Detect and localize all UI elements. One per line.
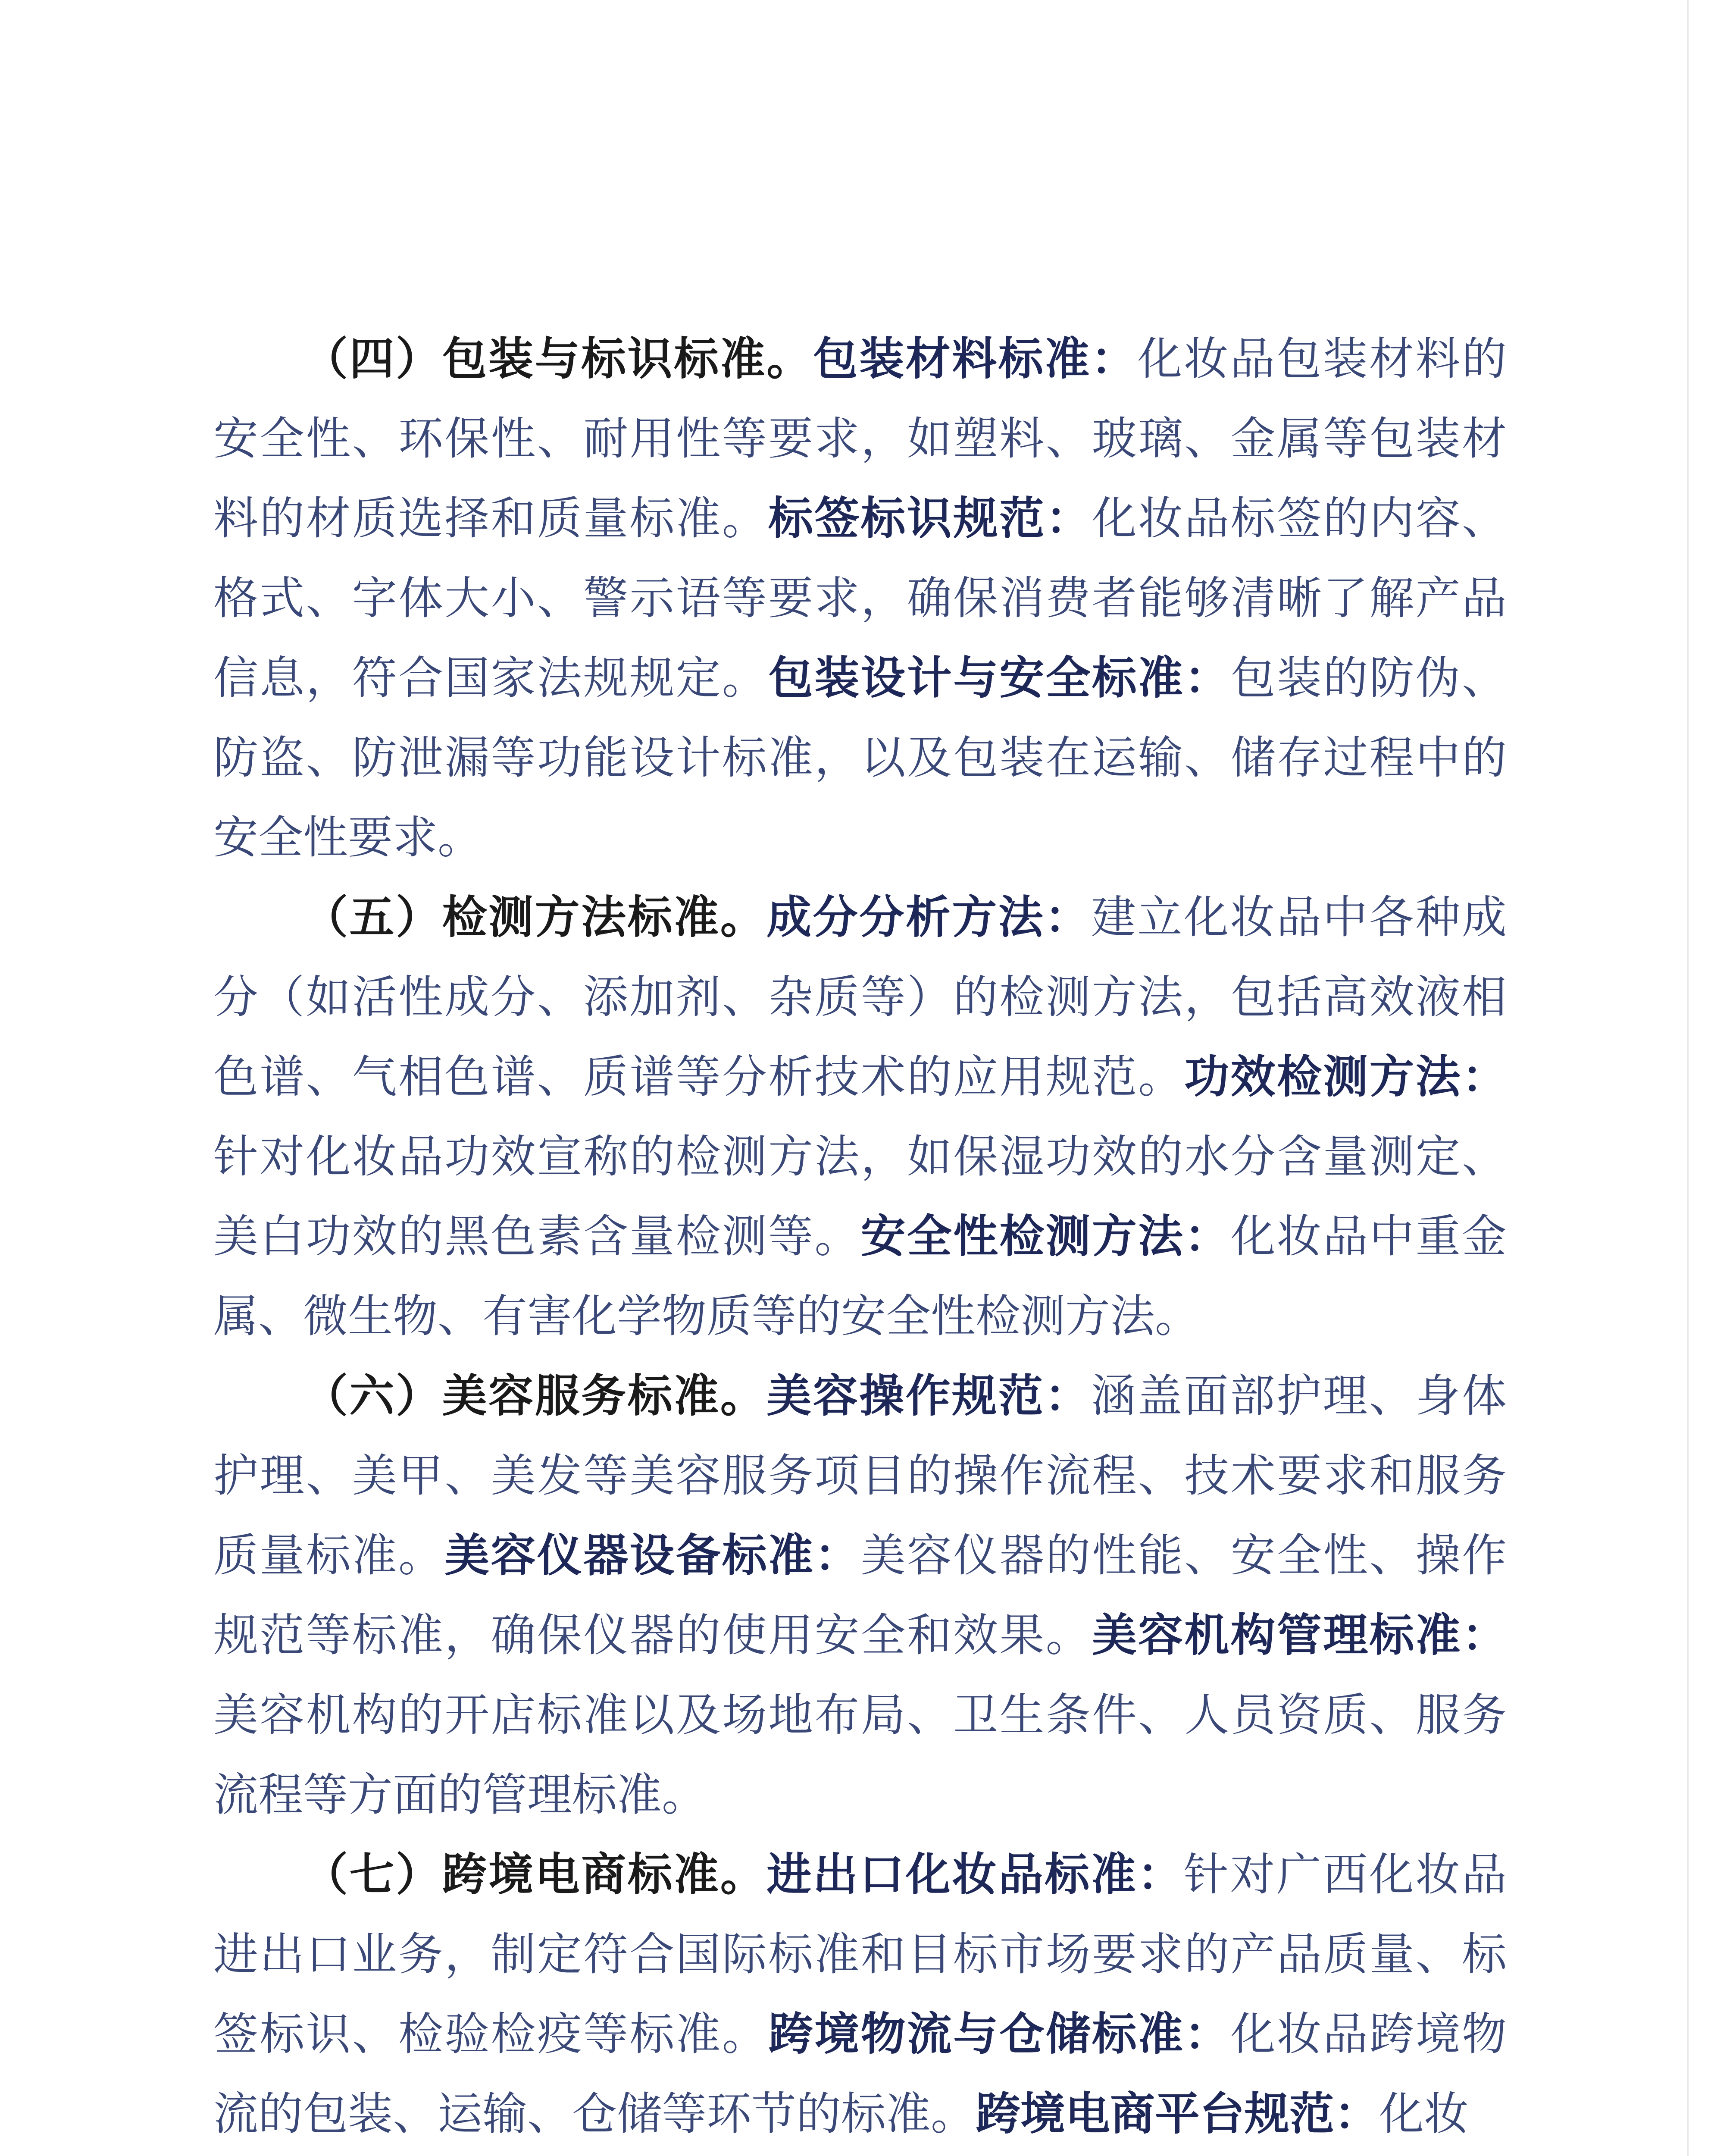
term-label: 美容操作规范：	[766, 1369, 1091, 1422]
section-heading: （五）检测方法标准。	[303, 891, 767, 943]
paragraph-beauty-service	[213, 1356, 1507, 1835]
scan-edge-line	[1687, 0, 1689, 2156]
term-label: 美容仪器设备标准：	[444, 1529, 861, 1582]
term-description: 化妆品跨境物流的包装、运输、仓储等环节的标准。	[213, 2008, 1507, 2140]
paragraph-testing	[213, 877, 1507, 1356]
term-label: 美容机构管理标准：	[1092, 1609, 1507, 1661]
term-label: 标签标识规范：	[768, 492, 1092, 545]
term-label: 安全性检测方法：	[860, 1210, 1231, 1263]
term-description: 美容仪器的性能、安全性、操作规范等标准，确保仪器的使用安全和效果。	[213, 1529, 1507, 1661]
term-description: 针对广西化妆品进出口业务，制定符合国际标准和目标市场要求的产品质量、标签标识、检验检疫等标准。	[213, 1848, 1507, 2060]
term-label: 进出口化妆品标准：	[766, 1848, 1184, 1901]
section-heading: （四）包装与标识标准。	[303, 332, 813, 385]
term-label: 跨境电商平台规范：	[976, 2087, 1379, 2140]
term-description: 化妆品中重金属、微生物、有害化学物质等的安全性检测方法。	[213, 1210, 1507, 1342]
term-description: 建立化妆品中各种成分（如活性成分、添加剂、杂质等）的检测方法，包括高效液相色谱、气相色谱、质谱等分析技术的应用规范。	[213, 891, 1507, 1103]
term-description: 针对化妆品功效宣称的检测方法，如保湿功效的水分含量测定、美白功效的黑色素含量检测等。	[213, 1130, 1507, 1263]
term-label: 包装材料标准：	[813, 332, 1138, 385]
paragraph-cross-border	[213, 1835, 1507, 2154]
term-label: 成分分析方法：	[766, 891, 1091, 943]
term-description: 包装的防伪、防盗、防泄漏等功能设计标准，以及包装在运输、储存过程中的安全性要求。	[213, 652, 1507, 864]
section-heading: （七）跨境电商标准。	[303, 1848, 767, 1901]
section-heading: （六）美容服务标准。	[303, 1369, 767, 1422]
term-label: 跨境物流与仓储标准：	[768, 2008, 1231, 2060]
term-label: 功效检测方法：	[1184, 1050, 1507, 1103]
paragraph-packaging	[213, 319, 1507, 877]
term-description: 化妆品标签的内容、格式、字体大小、警示语等要求，确保消费者能够清晰了解产品信息，符合国家法规规定。	[213, 492, 1507, 704]
term-label: 包装设计与安全标准：	[768, 652, 1231, 704]
body-text	[213, 319, 1507, 2154]
term-description: 化妆	[1379, 2087, 1469, 2140]
term-description: 化妆品包装材料的安全性、环保性、耐用性等要求，如塑料、玻璃、金属等包装材料的材质选择和质量标准。	[213, 332, 1507, 545]
term-description: 美容机构的开店标准以及场地布局、卫生条件、人员资质、服务流程等方面的管理标准。	[213, 1689, 1507, 1821]
term-description: 涵盖面部护理、身体护理、美甲、美发等美容服务项目的操作流程、技术要求和服务质量标准。	[213, 1369, 1507, 1582]
